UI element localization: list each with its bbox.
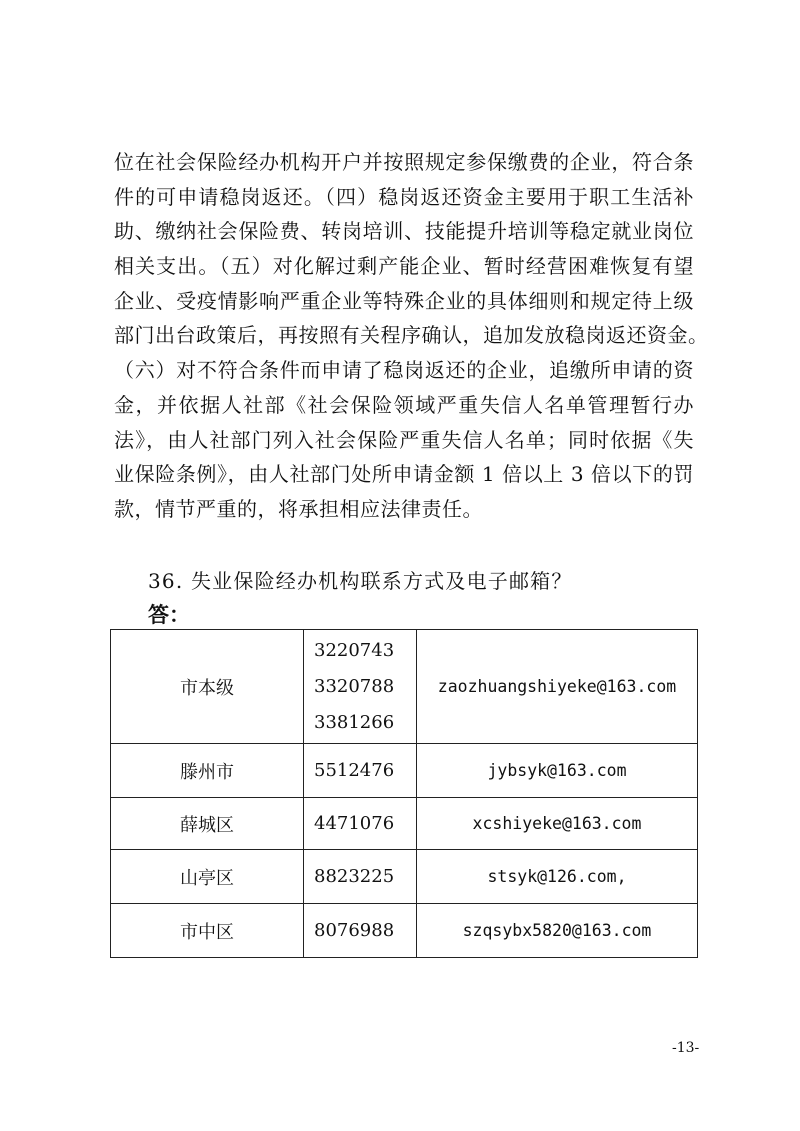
page-number: -13-: [672, 1040, 700, 1056]
table-row: [111, 744, 698, 798]
body-line: （六）对不符合条件而申请了稳岗返还的企业，追缴所申请的资: [114, 358, 694, 383]
body-line: 助、缴纳社会保险费、转岗培训、技能提升培训等稳定就业岗位: [114, 219, 694, 244]
region-cell: 市中区: [111, 904, 304, 958]
table-row: [111, 630, 698, 744]
phone-number: 3220743: [314, 639, 395, 661]
region-cell: 滕州市: [111, 744, 304, 798]
email-cell: xcshiyeke@163.com: [417, 798, 698, 850]
body-line: 相关支出。（五）对化解过剩产能企业、暂时经营困难恢复有望: [114, 254, 694, 279]
table-row: [111, 798, 698, 850]
contact-table: [110, 629, 698, 958]
phone-number: 3320788: [314, 675, 395, 697]
table-row: [111, 850, 698, 904]
answer-label: 答：: [148, 602, 190, 627]
body-line: 件的可申请稳岗返还。（四）稳岗返还资金主要用于职工生活补: [114, 184, 694, 209]
body-line: 部门出台政策后，再按照有关程序确认，追加发放稳岗返还资金。: [114, 323, 709, 348]
phone-cell: 4471076: [304, 798, 417, 850]
body-line: 金，并依据人社部《社会保险领域严重失信人名单管理暂行办: [114, 392, 694, 417]
body-line: 位在社会保险经办机构开户并按照规定参保缴费的企业，符合条: [114, 150, 694, 174]
region-cell: 薛城区: [111, 798, 304, 850]
body-paragraph: [114, 145, 709, 527]
phone-cell: [304, 630, 417, 744]
region-cell: 山亭区: [111, 850, 304, 904]
email-cell: zaozhuangshiyeke@163.com: [417, 630, 698, 744]
email-cell: jybsyk@163.com: [417, 744, 698, 798]
email-cell: szqsybx5820@163.com: [417, 904, 698, 958]
region-cell: 市本级: [111, 630, 304, 744]
table-row: [111, 904, 698, 958]
email-cell: stsyk@126.com,: [417, 850, 698, 904]
phone-cell: 8076988: [304, 904, 417, 958]
question-heading: 36. 失业保险经办机构联系方式及电子邮箱？: [148, 569, 573, 593]
body-line: 法》，由人社部门列入社会保险严重失信人名单；同时依据《失: [114, 427, 694, 452]
phone-cell: 8823225: [304, 850, 417, 904]
body-line: 业保险条例》，由人社部门处所申请金额 1 倍以上 3 倍以下的罚: [114, 462, 694, 487]
body-line: 款，情节严重的，将承担相应法律责任。: [114, 496, 483, 521]
phone-number: 3381266: [314, 711, 395, 733]
phone-cell: 5512476: [304, 744, 417, 798]
body-line: 企业、受疫情影响严重企业等特殊企业的具体细则和规定待上级: [114, 288, 694, 313]
